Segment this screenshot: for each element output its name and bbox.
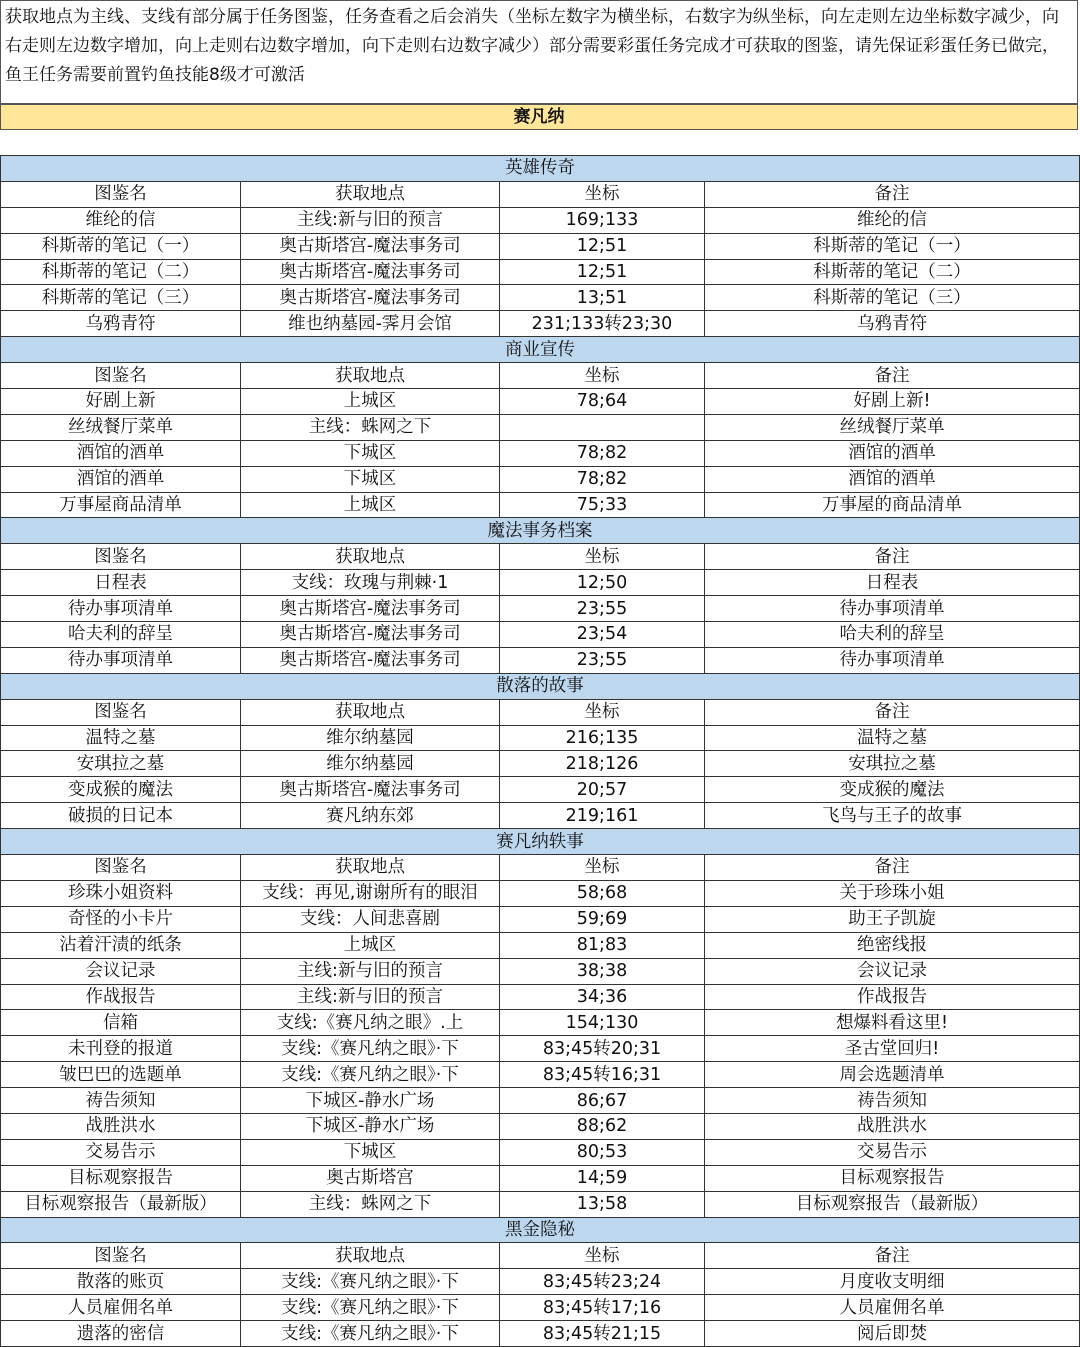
section-header-row — [1, 518, 1080, 544]
remark-cell: 助王子凯旋 — [705, 906, 1080, 932]
coordinate-cell: 86;67 — [500, 1088, 705, 1114]
section-header-row — [1, 829, 1080, 855]
table-row — [1, 466, 1080, 492]
remark-cell: 关于珍珠小姐 — [705, 880, 1080, 906]
coordinate-cell: 231;133转23;30 — [500, 311, 705, 337]
coordinate-cell: 219;161 — [500, 803, 705, 829]
codex-name-cell: 未刊登的报道 — [1, 1036, 241, 1062]
column-header-row — [1, 855, 1080, 881]
table-row — [1, 1165, 1080, 1191]
codex-name-cell: 交易告示 — [1, 1139, 241, 1165]
table-row — [1, 1062, 1080, 1088]
location-cell: 奥古斯塔宫-魔法事务司 — [241, 233, 500, 259]
header-codex-name: 图鉴名 — [1, 699, 241, 725]
codex-name-cell: 好剧上新 — [1, 389, 241, 415]
table-row — [1, 311, 1080, 337]
coordinate-cell: 13;58 — [500, 1191, 705, 1217]
location-cell: 奥古斯塔宫-魔法事务司 — [241, 259, 500, 285]
location-cell: 赛凡纳东郊 — [241, 803, 500, 829]
table-row — [1, 440, 1080, 466]
remark-cell: 圣古堂回归! — [705, 1036, 1080, 1062]
location-cell: 支线:《赛凡纳之眼》·下 — [241, 1295, 500, 1321]
remark-cell: 飞鸟与王子的故事 — [705, 803, 1080, 829]
location-cell: 支线:《赛凡纳之眼》·下 — [241, 1062, 500, 1088]
section-header-row — [1, 673, 1080, 699]
codex-name-cell: 丝绒餐厅菜单 — [1, 414, 241, 440]
codex-name-cell: 会议记录 — [1, 958, 241, 984]
remark-cell: 乌鸦青符 — [705, 311, 1080, 337]
table-row — [1, 259, 1080, 285]
coordinate-cell: 23;55 — [500, 647, 705, 673]
table-row — [1, 622, 1080, 648]
remark-cell: 日程表 — [705, 570, 1080, 596]
header-location: 获取地点 — [241, 699, 500, 725]
location-cell: 支线：人间悲喜剧 — [241, 906, 500, 932]
table-row — [1, 1295, 1080, 1321]
header-location: 获取地点 — [241, 363, 500, 389]
codex-name-cell: 哈夫利的辞呈 — [1, 622, 241, 648]
remark-cell: 维纶的信 — [705, 207, 1080, 233]
codex-name-cell: 祷告须知 — [1, 1088, 241, 1114]
codex-name-cell: 酒馆的酒单 — [1, 440, 241, 466]
header-coordinate: 坐标 — [500, 363, 705, 389]
table-row — [1, 751, 1080, 777]
remark-cell: 温特之墓 — [705, 725, 1080, 751]
codex-name-cell: 遗落的密信 — [1, 1321, 241, 1347]
remark-cell: 目标观察报告（最新版） — [705, 1191, 1080, 1217]
table-row — [1, 1010, 1080, 1036]
codex-table — [0, 155, 1080, 1347]
remark-cell: 想爆料看这里! — [705, 1010, 1080, 1036]
codex-name-cell: 人员雇佣名单 — [1, 1295, 241, 1321]
header-remark: 备注 — [705, 699, 1080, 725]
header-coordinate: 坐标 — [500, 855, 705, 881]
section-title: 黑金隐秘 — [1, 1217, 1080, 1243]
section-title: 赛凡纳轶事 — [1, 829, 1080, 855]
location-cell: 下城区 — [241, 1139, 500, 1165]
header-codex-name: 图鉴名 — [1, 181, 241, 207]
column-header-row — [1, 1243, 1080, 1269]
table-row — [1, 984, 1080, 1010]
remark-cell: 酒馆的酒单 — [705, 466, 1080, 492]
location-cell: 上城区 — [241, 389, 500, 415]
codex-name-cell: 信箱 — [1, 1010, 241, 1036]
table-row — [1, 777, 1080, 803]
codex-name-cell: 安琪拉之墓 — [1, 751, 241, 777]
location-cell: 奥古斯塔宫-魔法事务司 — [241, 596, 500, 622]
location-cell: 上城区 — [241, 492, 500, 518]
coordinate-cell: 218;126 — [500, 751, 705, 777]
section-title: 魔法事务档案 — [1, 518, 1080, 544]
coordinate-cell: 14;59 — [500, 1165, 705, 1191]
remark-cell: 交易告示 — [705, 1139, 1080, 1165]
remark-cell: 科斯蒂的笔记（一） — [705, 233, 1080, 259]
header-location: 获取地点 — [241, 181, 500, 207]
coordinate-cell: 83;45转16;31 — [500, 1062, 705, 1088]
column-header-row — [1, 181, 1080, 207]
codex-name-cell: 科斯蒂的笔记（二） — [1, 259, 241, 285]
header-remark: 备注 — [705, 1243, 1080, 1269]
location-cell: 支线：再见,谢谢所有的眼泪 — [241, 880, 500, 906]
table-row — [1, 932, 1080, 958]
section-header-row — [1, 337, 1080, 363]
location-cell: 主线：蛛网之下 — [241, 414, 500, 440]
remark-cell: 周会选题清单 — [705, 1062, 1080, 1088]
remark-cell: 科斯蒂的笔记（三） — [705, 285, 1080, 311]
table-row — [1, 880, 1080, 906]
coordinate-cell: 23;54 — [500, 622, 705, 648]
table-row — [1, 647, 1080, 673]
location-cell: 下城区-静水广场 — [241, 1088, 500, 1114]
header-remark: 备注 — [705, 544, 1080, 570]
remark-cell: 人员雇佣名单 — [705, 1295, 1080, 1321]
codex-name-cell: 酒馆的酒单 — [1, 466, 241, 492]
location-cell: 维尔纳墓园 — [241, 751, 500, 777]
remark-cell: 作战报告 — [705, 984, 1080, 1010]
region-title: 赛凡纳 — [0, 104, 1078, 130]
remark-cell: 绝密线报 — [705, 932, 1080, 958]
codex-name-cell: 日程表 — [1, 570, 241, 596]
column-header-row — [1, 363, 1080, 389]
codex-name-cell: 万事屋商品清单 — [1, 492, 241, 518]
location-cell: 支线:《赛凡纳之眼》.上 — [241, 1010, 500, 1036]
codex-name-cell: 温特之墓 — [1, 725, 241, 751]
location-cell: 奥古斯塔宫 — [241, 1165, 500, 1191]
codex-name-cell: 皱巴巴的选题单 — [1, 1062, 241, 1088]
coordinate-cell: 58;68 — [500, 880, 705, 906]
table-row — [1, 1321, 1080, 1347]
header-codex-name: 图鉴名 — [1, 855, 241, 881]
codex-name-cell: 沾着汗渍的纸条 — [1, 932, 241, 958]
header-codex-name: 图鉴名 — [1, 363, 241, 389]
header-coordinate: 坐标 — [500, 544, 705, 570]
column-header-row — [1, 699, 1080, 725]
location-cell: 支线：玫瑰与荆棘·1 — [241, 570, 500, 596]
remark-cell: 待办事项清单 — [705, 596, 1080, 622]
remark-cell: 丝绒餐厅菜单 — [705, 414, 1080, 440]
coordinate-cell: 83;45转23;24 — [500, 1269, 705, 1295]
table-row — [1, 596, 1080, 622]
location-cell: 维尔纳墓园 — [241, 725, 500, 751]
location-cell: 上城区 — [241, 932, 500, 958]
section-title: 散落的故事 — [1, 673, 1080, 699]
table-row — [1, 1088, 1080, 1114]
coordinate-cell — [500, 414, 705, 440]
remark-cell: 战胜洪水 — [705, 1113, 1080, 1139]
column-header-row — [1, 544, 1080, 570]
header-codex-name: 图鉴名 — [1, 544, 241, 570]
remark-cell: 待办事项清单 — [705, 647, 1080, 673]
codex-name-cell: 目标观察报告（最新版） — [1, 1191, 241, 1217]
table-row — [1, 1269, 1080, 1295]
intro-note: 获取地点为主线、支线有部分属于任务图鉴，任务查看之后会消失（坐标左数字为横坐标，右数字为纵坐标，向左走则左边坐标数字减少，向右走则左边数字增加，向上走则右边数字增加，向下走则右边数字减少）部分需要彩蛋任务完成才可获取的图鉴，请先保证彩蛋任务已做完，鱼王任务需要前置钓鱼技能8级才可激活 — [0, 0, 1078, 104]
location-cell: 支线:《赛凡纳之眼》·下 — [241, 1269, 500, 1295]
section-title: 英雄传奇 — [1, 156, 1080, 182]
coordinate-cell: 59;69 — [500, 906, 705, 932]
location-cell: 维也纳墓园-霁月会馆 — [241, 311, 500, 337]
coordinate-cell: 83;45转21;15 — [500, 1321, 705, 1347]
header-remark: 备注 — [705, 855, 1080, 881]
coordinate-cell: 154;130 — [500, 1010, 705, 1036]
location-cell: 主线:新与旧的预言 — [241, 958, 500, 984]
table-row — [1, 725, 1080, 751]
table-row — [1, 414, 1080, 440]
coordinate-cell: 75;33 — [500, 492, 705, 518]
location-cell: 主线:新与旧的预言 — [241, 207, 500, 233]
codex-name-cell: 科斯蒂的笔记（三） — [1, 285, 241, 311]
table-row — [1, 570, 1080, 596]
table-row — [1, 389, 1080, 415]
header-coordinate: 坐标 — [500, 1243, 705, 1269]
codex-name-cell: 珍珠小姐资料 — [1, 880, 241, 906]
codex-name-cell: 破损的日记本 — [1, 803, 241, 829]
table-row — [1, 1113, 1080, 1139]
header-coordinate: 坐标 — [500, 699, 705, 725]
location-cell: 奥古斯塔宫-魔法事务司 — [241, 622, 500, 648]
codex-name-cell: 作战报告 — [1, 984, 241, 1010]
coordinate-cell: 83;45转20;31 — [500, 1036, 705, 1062]
coordinate-cell: 38;38 — [500, 958, 705, 984]
coordinate-cell: 12;50 — [500, 570, 705, 596]
table-row — [1, 958, 1080, 984]
coordinate-cell: 83;45转17;16 — [500, 1295, 705, 1321]
header-codex-name: 图鉴名 — [1, 1243, 241, 1269]
codex-name-cell: 奇怪的小卡片 — [1, 906, 241, 932]
location-cell: 主线：蛛网之下 — [241, 1191, 500, 1217]
codex-name-cell: 待办事项清单 — [1, 596, 241, 622]
codex-name-cell: 待办事项清单 — [1, 647, 241, 673]
coordinate-cell: 13;51 — [500, 285, 705, 311]
coordinate-cell: 78;82 — [500, 440, 705, 466]
table-row — [1, 1191, 1080, 1217]
remark-cell: 月度收支明细 — [705, 1269, 1080, 1295]
location-cell: 奥古斯塔宫-魔法事务司 — [241, 647, 500, 673]
coordinate-cell: 81;83 — [500, 932, 705, 958]
location-cell: 主线:新与旧的预言 — [241, 984, 500, 1010]
remark-cell: 目标观察报告 — [705, 1165, 1080, 1191]
header-remark: 备注 — [705, 181, 1080, 207]
remark-cell: 万事屋的商品清单 — [705, 492, 1080, 518]
coordinate-cell: 34;36 — [500, 984, 705, 1010]
remark-cell: 变成猴的魔法 — [705, 777, 1080, 803]
section-header-row — [1, 1217, 1080, 1243]
header-location: 获取地点 — [241, 544, 500, 570]
coordinate-cell: 169;133 — [500, 207, 705, 233]
codex-name-cell: 维纶的信 — [1, 207, 241, 233]
remark-cell: 哈夫利的辞呈 — [705, 622, 1080, 648]
coordinate-cell: 12;51 — [500, 233, 705, 259]
location-cell: 下城区-静水广场 — [241, 1113, 500, 1139]
location-cell: 奥古斯塔宫-魔法事务司 — [241, 285, 500, 311]
codex-name-cell: 战胜洪水 — [1, 1113, 241, 1139]
section-header-row — [1, 156, 1080, 182]
table-row — [1, 207, 1080, 233]
remark-cell: 科斯蒂的笔记（二） — [705, 259, 1080, 285]
coordinate-cell: 78;64 — [500, 389, 705, 415]
section-title: 商业宣传 — [1, 337, 1080, 363]
remark-cell: 安琪拉之墓 — [705, 751, 1080, 777]
header-coordinate: 坐标 — [500, 181, 705, 207]
codex-name-cell: 科斯蒂的笔记（一） — [1, 233, 241, 259]
remark-cell: 好剧上新! — [705, 389, 1080, 415]
coordinate-cell: 20;57 — [500, 777, 705, 803]
table-row — [1, 1036, 1080, 1062]
coordinate-cell: 88;62 — [500, 1113, 705, 1139]
table-row — [1, 492, 1080, 518]
coordinate-cell: 23;55 — [500, 596, 705, 622]
codex-name-cell: 变成猴的魔法 — [1, 777, 241, 803]
codex-name-cell: 目标观察报告 — [1, 1165, 241, 1191]
coordinate-cell: 78;82 — [500, 466, 705, 492]
remark-cell: 会议记录 — [705, 958, 1080, 984]
table-row — [1, 803, 1080, 829]
table-row — [1, 285, 1080, 311]
codex-name-cell: 乌鸦青符 — [1, 311, 241, 337]
table-row — [1, 1139, 1080, 1165]
location-cell: 支线:《赛凡纳之眼》·下 — [241, 1321, 500, 1347]
location-cell: 奥古斯塔宫-魔法事务司 — [241, 777, 500, 803]
coordinate-cell: 80;53 — [500, 1139, 705, 1165]
location-cell: 下城区 — [241, 466, 500, 492]
header-location: 获取地点 — [241, 1243, 500, 1269]
location-cell: 下城区 — [241, 440, 500, 466]
coordinate-cell: 12;51 — [500, 259, 705, 285]
table-row — [1, 906, 1080, 932]
codex-name-cell: 散落的账页 — [1, 1269, 241, 1295]
header-remark: 备注 — [705, 363, 1080, 389]
remark-cell: 酒馆的酒单 — [705, 440, 1080, 466]
table-row — [1, 233, 1080, 259]
header-location: 获取地点 — [241, 855, 500, 881]
location-cell: 支线:《赛凡纳之眼》·下 — [241, 1036, 500, 1062]
coordinate-cell: 216;135 — [500, 725, 705, 751]
remark-cell: 祷告须知 — [705, 1088, 1080, 1114]
remark-cell: 阅后即焚 — [705, 1321, 1080, 1347]
